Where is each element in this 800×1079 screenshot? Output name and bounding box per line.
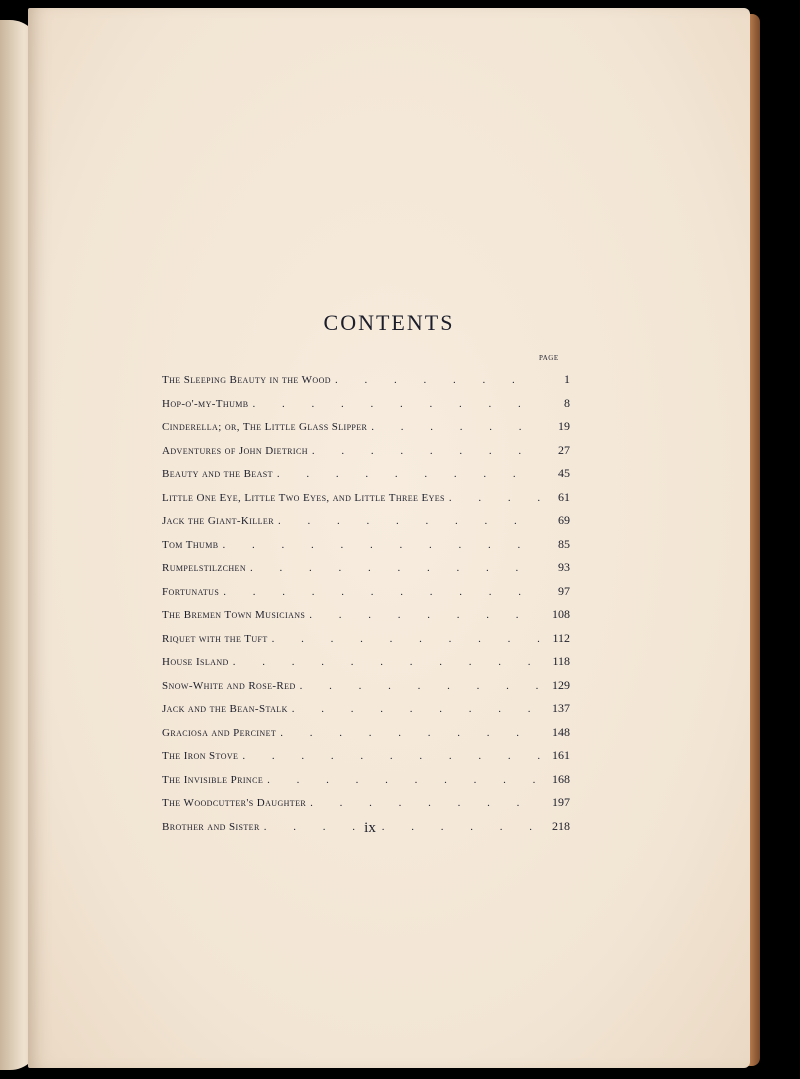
dot-leader: [242, 745, 540, 769]
dot-leader: [280, 722, 540, 746]
dot-leader: [267, 769, 540, 793]
toc-entry: [162, 368, 570, 392]
toc-entry: [162, 509, 570, 533]
toc-entry: [162, 439, 570, 463]
page-folio: ix: [364, 820, 376, 836]
toc-entry: [162, 744, 570, 768]
entry-title: The Sleeping Beauty in the Wood: [162, 374, 331, 386]
toc-entry: [162, 415, 570, 439]
entry-page: 97: [558, 583, 570, 598]
dot-leader: [222, 534, 540, 558]
entry-page: 61: [558, 489, 570, 504]
entry-title: Hop-o'-my-Thumb: [162, 397, 249, 410]
entry-title: Adventures of John Dietrich: [162, 444, 308, 457]
entry-title: Snow-White and Rose-Red: [162, 679, 296, 692]
entry-page: 19: [558, 419, 570, 433]
entry-page: 93: [558, 560, 570, 574]
dot-leader: [371, 416, 540, 440]
toc-entry: [162, 486, 570, 510]
entry-page: 27: [558, 442, 570, 457]
entry-title: Beauty and the Beast: [162, 468, 273, 480]
entry-page: 45: [558, 466, 570, 480]
entry-title: Graciosa and Percinet: [162, 726, 277, 739]
dot-leader: [264, 816, 540, 840]
entry-title: Rumpelstilzchen: [162, 562, 247, 574]
entry-title: Cinderella; or, The Little Glass Slipper: [162, 421, 368, 433]
entry-page: 8: [564, 395, 570, 410]
entry-page: 118: [552, 654, 570, 668]
dot-leader: [278, 510, 540, 534]
toc-entry: [162, 556, 570, 580]
entry-page: 161: [552, 748, 570, 762]
toc-entry: [162, 580, 570, 604]
entry-title: Tom Thumb: [162, 538, 219, 551]
entry-page: 85: [558, 536, 570, 551]
toc-entry: [162, 533, 570, 557]
dot-leader: [277, 463, 540, 487]
entry-title: The Iron Stove: [162, 750, 239, 762]
toc-entry: [162, 674, 570, 698]
entry-page: 148: [552, 724, 570, 739]
page-column-label: PAGE: [539, 354, 559, 362]
entry-title: Brother and Sister: [162, 820, 260, 833]
entry-page: 218: [552, 818, 570, 833]
dot-leader: [292, 698, 540, 722]
toc-entry: [162, 462, 570, 486]
table-of-contents: [162, 368, 570, 838]
entry-title: The Invisible Prince: [162, 773, 264, 786]
entry-page: 108: [552, 607, 570, 621]
entry-page: 197: [552, 795, 570, 809]
dot-leader: [250, 557, 540, 581]
toc-entry: [162, 392, 570, 416]
toc-entry: [162, 627, 570, 651]
dot-leader: [449, 487, 540, 511]
contents-heading: CONTENTS: [323, 310, 455, 335]
toc-entry: [162, 603, 570, 627]
entry-page: 69: [558, 513, 570, 527]
entry-title: The Bremen Town Musicians: [162, 609, 306, 621]
dot-leader: [253, 393, 540, 417]
entry-page: 168: [552, 771, 570, 786]
entry-title: The Woodcutter's Daughter: [162, 797, 307, 809]
entry-title: Fortunatus: [162, 585, 220, 598]
entry-title: Jack and the Bean-Stalk: [162, 703, 288, 715]
entry-title: Jack the Giant-Killer: [162, 515, 274, 527]
toc-entry: [162, 721, 570, 745]
toc-entry: [162, 791, 570, 815]
entry-page: 137: [552, 701, 570, 715]
entry-title: Riquet with the Tuft: [162, 632, 268, 645]
toc-entry: [162, 768, 570, 792]
dot-leader: [309, 604, 540, 628]
entry-page: 1: [564, 372, 570, 386]
toc-entry: [162, 697, 570, 721]
entry-page: 112: [552, 630, 570, 645]
dot-leader: [312, 440, 540, 464]
contents-page: [28, 8, 750, 1068]
entry-page: 129: [552, 677, 570, 692]
dot-leader: [272, 628, 540, 652]
dot-leader: [335, 369, 540, 393]
entry-title: House Island: [162, 656, 229, 668]
entry-title: Little One Eye, Little Two Eyes, and Little Three Eyes: [162, 491, 445, 504]
dot-leader: [223, 581, 540, 605]
dot-leader: [310, 792, 540, 816]
dot-leader: [233, 651, 540, 675]
toc-entry: [162, 650, 570, 674]
dot-leader: [300, 675, 540, 699]
